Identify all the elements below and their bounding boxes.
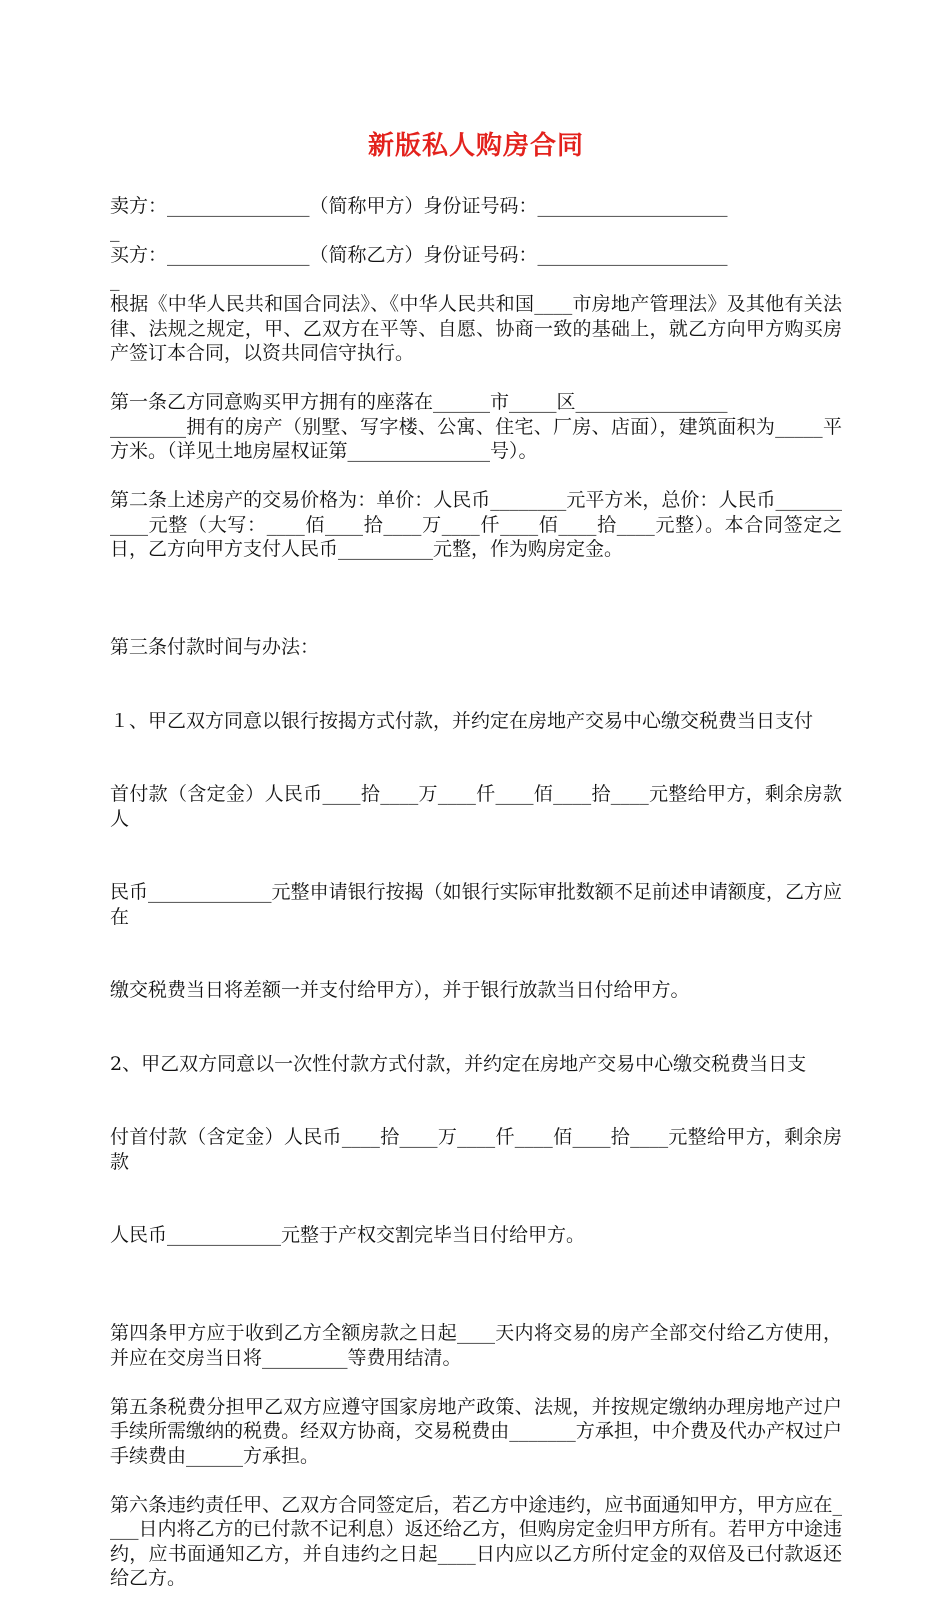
article-3-line: 付首付款（含定金）人民币____拾____万____仟____佰____拾____元整给甲方，剩余房款 (110, 1126, 842, 1173)
buyer-line: 买方：_______________（简称乙方）身份证号码：____________________ _ (110, 244, 728, 291)
article-3-line: 首付款（含定金）人民币____拾____万____仟____佰____拾____元整给甲方，剩余房款人 (110, 783, 842, 830)
article-3-paragraph (110, 586, 842, 1297)
document-title: 新版私人购房合同 (367, 131, 584, 161)
article-2-paragraph: 第二条上述房产的交易价格为：单价：人民币________元平方米，总价：人民币___________元整（大写：____佰____拾____万____仟____佰____拾____元整）。本合同签定之日，乙方向甲方支付人民币__________元整，作为购房定金。 (110, 489, 842, 560)
article-4-paragraph: 第四条甲方应于收到乙方全额房款之日起____天内将交易的房产全部交付给乙方使用，并应在交房当日将_________等费用结清。 (110, 1322, 842, 1369)
seller-line: 卖方：_______________（简称甲方）身份证号码：____________________ _ (110, 195, 728, 242)
article-5-paragraph: 第五条税费分担甲乙双方应遵守国家房地产政策、法规，并按规定缴纳办理房地产过户手续所需缴纳的税费。经双方协商，交易税费由_______方承担，中介费及代办产权过户手续费由______方承担。 (110, 1395, 842, 1467)
article-3-line: １、甲乙双方同意以银行按揭方式付款，并约定在房地产交易中心缴交税费当日支付 (110, 709, 814, 732)
document-body (110, 194, 842, 1615)
article-3-line: 第三条付款时间与办法： (110, 636, 320, 658)
article-3-line: 2、甲乙双方同意以一次性付款方式付款，并约定在房地产交易中心缴交税费当日支 (110, 1052, 807, 1075)
article-3-line: 民币_____________元整申请银行按揭（如银行实际审批数额不足前述申请额度，乙方应在 (110, 881, 842, 928)
article-1-paragraph: 第一条乙方同意购买甲方拥有的座落在______市_____区________________ ________拥有的房产（别墅、写字楼、公寓、住宅、厂房、店面），建筑面积为_____平方米。（详见土地房屋权证第_______________号）。 (110, 391, 842, 462)
article-6-paragraph: 第六条违约责任甲、乙双方合同签定后，若乙方中途违约，应书面通知甲方，甲方应在____日内将乙方的已付款不记利息）返还给乙方，但购房定金归甲方所有。若甲方中途违约，应书面通知乙方，并自违约之日起____日内应以乙方所付定金的双倍及已付款返还给乙方。 (110, 1493, 842, 1589)
preamble-paragraph: 根据《中华人民共和国合同法》、《中华人民共和国____市房地产管理法》及其他有关法律、法规之规定，甲、乙双方在平等、自愿、协商一致的基础上，就乙方向甲方购买房产签订本合同，以资共同信守执行。 (110, 293, 842, 364)
article-3-line: 缴交税费当日将差额一并支付给甲方），并于银行放款当日付给甲方。 (110, 979, 690, 1001)
article-3-line: 人民币____________元整于产权交割完毕当日付给甲方。 (110, 1224, 586, 1246)
